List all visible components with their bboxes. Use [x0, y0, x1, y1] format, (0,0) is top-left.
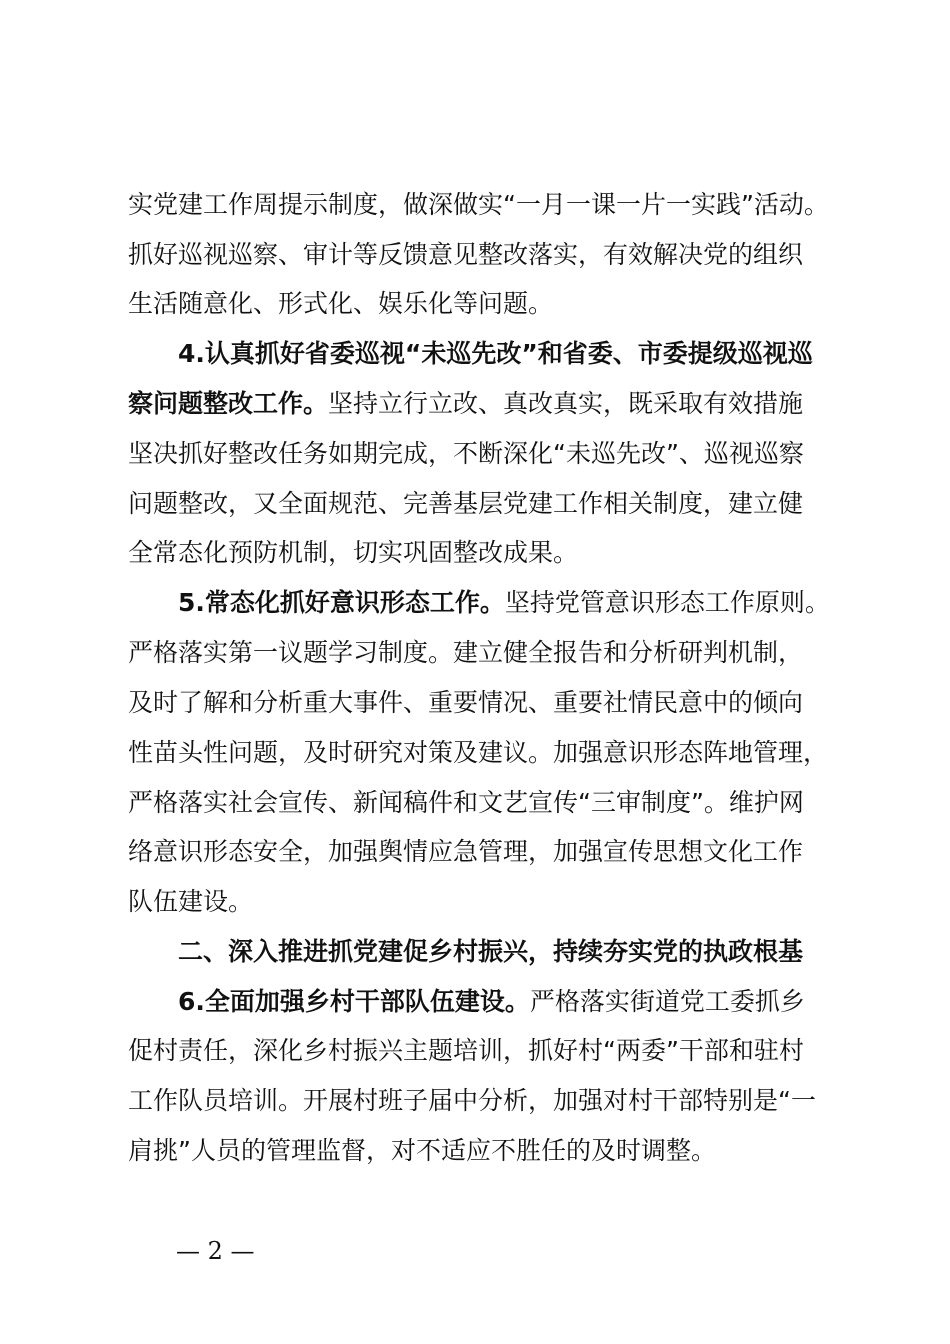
body-text: 坚持立行立改、真改真实，既采取有效措施 [328, 389, 804, 418]
body-line: 络意识形态安全，加强舆情应急管理，加强宣传思想文化工作 [128, 837, 804, 866]
body-line: 肩挑”人员的管理监督，对不适应不胜任的及时调整。 [128, 1136, 716, 1165]
body-line: 严格落实第一议题学习制度。建立健全报告和分析研判机制， [128, 638, 804, 667]
body-line: 全常态化预防机制，切实巩固整改成果。 [128, 538, 579, 567]
body-line: 促村责任，深化乡村振兴主题培训，抓好村“两委”干部和驻村 [128, 1036, 804, 1065]
body-line: 严格落实社会宣传、新闻稿件和文艺宣传“三审制度”。维护网 [128, 788, 804, 817]
body-text: 严格落实街道党工委抓乡 [529, 987, 805, 1016]
body-line [128, 389, 858, 419]
body-line: 性苗头性问题，及时研究对策及建议。加强意识形态阵地管理， [128, 738, 829, 767]
body-line: 生活随意化、形式化、娱乐化等问题。 [128, 289, 554, 318]
body-line [178, 987, 858, 1017]
section-heading-5: 5.常态化抓好意识形态工作。 [178, 588, 505, 617]
body-line: 队伍建设。 [128, 887, 254, 916]
body-line: 抓好巡视巡察、审计等反馈意见整改落实，有效解决党的组织 [128, 240, 804, 269]
section-heading-6: 6.全面加强乡村干部队伍建设。 [178, 987, 530, 1016]
page-number: — 2 — [176, 1237, 255, 1265]
body-line: 问题整改，又全面规范、完善基层党建工作相关制度，建立健 [128, 489, 804, 518]
body-line [178, 588, 858, 618]
body-line: 坚决抓好整改任务如期完成，不断深化“未巡先改”、巡视巡察 [128, 439, 804, 468]
section-heading-4: 4.认真抓好省委巡视“未巡先改”和省委、市委提级巡视巡 [178, 339, 813, 368]
body-text: 坚持党管意识形态工作原则。 [504, 588, 830, 617]
body-line: 实党建工作周提示制度，做深做实“一月一课一片一实践”活动。 [128, 190, 829, 219]
body-line: 工作队员培训。开展村班子届中分析，加强对村干部特别是“一 [128, 1086, 816, 1115]
body-line: 及时了解和分析重大事件、重要情况、重要社情民意中的倾向 [128, 688, 804, 717]
heading-tail: 察问题整改工作。 [128, 389, 329, 418]
chapter-heading-2: 二、深入推进抓党建促乡村振兴，持续夯实党的执政根基 [178, 937, 804, 966]
